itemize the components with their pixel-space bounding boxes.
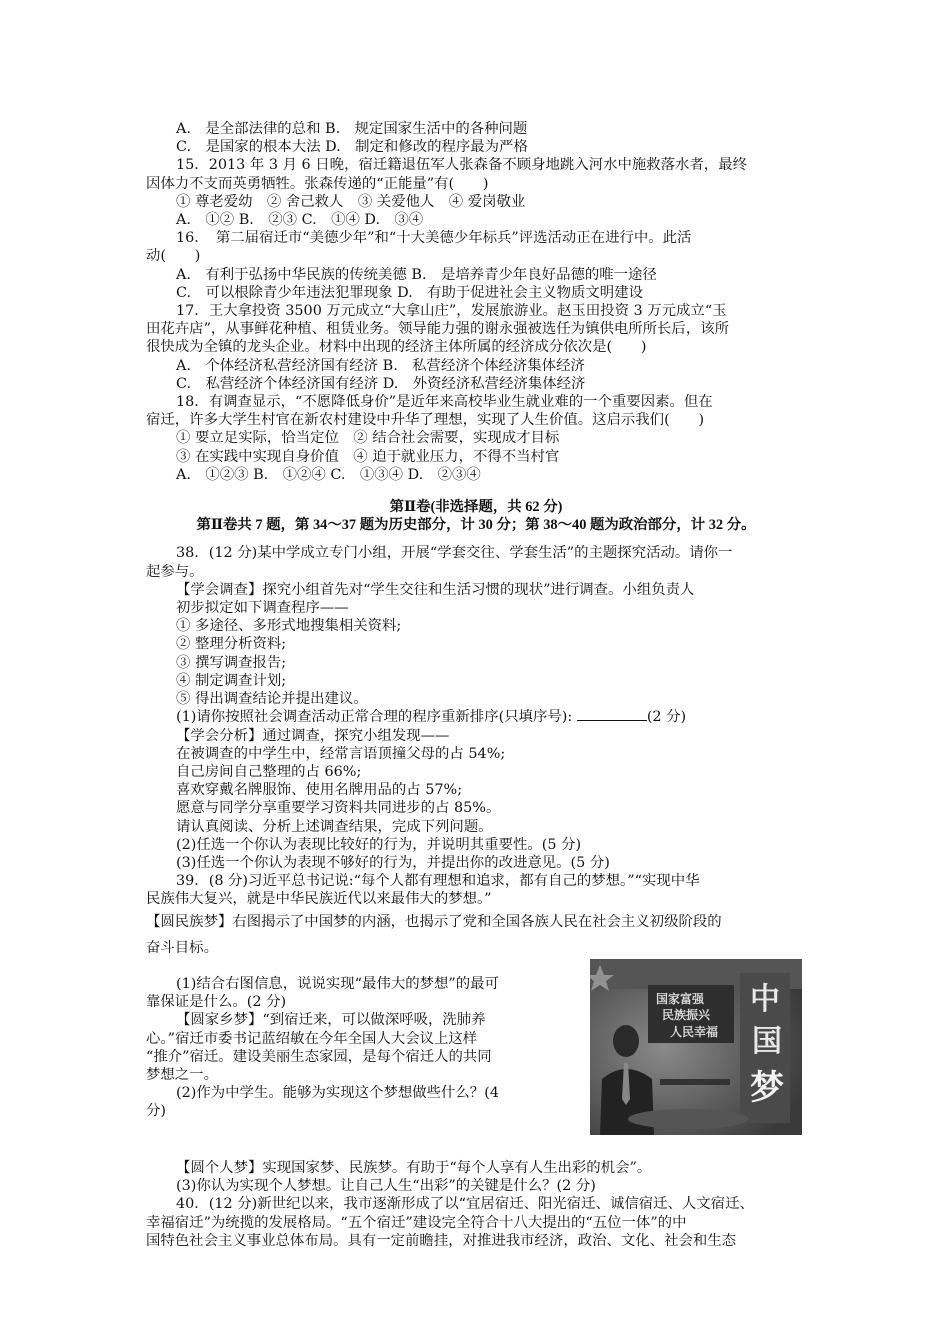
q38-sub1-score: (2 分) bbox=[646, 709, 687, 726]
q39-sub1-b: 靠保证是什么。(2 分) bbox=[146, 994, 287, 1011]
q38-step-1: ① 多途径、多形式地搜集相关资料; bbox=[176, 618, 402, 635]
q39-figure-text bbox=[146, 975, 582, 1121]
q38-sub1-line bbox=[146, 708, 806, 726]
q38-sub3: (3)任选一个你认为表现不够好的行为，并提出你的改进意见。(5 分) bbox=[176, 854, 610, 871]
q38-step-3: ③ 撰写调查报告; bbox=[176, 654, 287, 671]
q39-stem-2: 民族伟大复兴，就是中华民族近代以来最伟大的梦想。” bbox=[146, 891, 492, 908]
q18-abcd: A. ①②③ B. ①②④ C. ①③④ D. ②③④ bbox=[176, 466, 481, 483]
q16-stem-1: 16． 第二届宿迁市“美德少年”和“十大美德少年标兵”评选活动正在进行中。此活 bbox=[176, 230, 692, 247]
section-title: 第Ⅱ卷(非选择题，共 62 分) bbox=[389, 499, 563, 516]
china-dream-photo bbox=[590, 959, 802, 1135]
photo-char-3: 梦 bbox=[750, 1067, 784, 1108]
q40-stem-2: 幸福宿迁”为统揽的发展格局。“五个宿迁”建设完全符合十八大提出的“五位一体”的中 bbox=[146, 1214, 687, 1231]
q17-stem-1: 17．王大拿投资 3500 万元成立“大拿山庄”，发展旅游业。赵玉田投资 3 万元成立“玉 bbox=[176, 303, 727, 320]
photo-char-1: 中 bbox=[750, 981, 780, 1017]
q17-stem-2: 田花卉店”，从事鲜花种植、租赁业务。领导能力强的谢永强被选任为镇供电所所长后，该所 bbox=[146, 321, 729, 338]
q17-stem-3: 很快成为全镇的龙头企业。材料中出现的经济主体所属的经济成分依次是( ) bbox=[146, 339, 647, 356]
q40-stem-3: 国特色社会主义事业总体布局。具有一定前瞻挂，对推进我市经济，政治、文化、社会和生态 bbox=[146, 1232, 737, 1249]
q39-sub3: (3)你认为实现个人梦想。让自己人生“出彩”的关键是什么？(2 分) bbox=[176, 1178, 596, 1195]
q38-step-5: ⑤ 得出调查结论并提出建议。 bbox=[176, 691, 368, 708]
question-39-40 bbox=[146, 1159, 806, 1250]
questions-14-18 bbox=[146, 120, 806, 484]
q39-home-3: “推介”宿迁。建设美丽生态家园，是每个宿迁人的共同 bbox=[146, 1048, 492, 1065]
q40-stem-1: 40．(12 分)新世纪以来，我市逐渐形成了以“宜居宿迁、阳光宿迁、诚信宿迁、人文宿迁、 bbox=[176, 1196, 754, 1213]
q39-stem-1: 39．(8 分)习近平总书记说:“每个人都有理想和追求，都有自己的梦想。”“实现中华 bbox=[176, 873, 700, 890]
exam-page bbox=[146, 120, 806, 1250]
q38-survey-1: 【学会调查】探究小组首先对“学生交往和生活习惯的现状”进行调查。小组负责人 bbox=[176, 581, 695, 598]
photo-board-3: 人民幸福 bbox=[670, 1024, 719, 1039]
photo-graphic bbox=[590, 959, 802, 1135]
q18-stem-2: 宿迁，许多大学生村官在新农村建设中升华了理想，实现了人生价值。这启示我们( ) bbox=[146, 412, 705, 429]
q39-home-4: 梦想之一。 bbox=[146, 1066, 218, 1083]
q17-cd: C. 私营经济个体经济国有经济 D. 外资经济私营经济集体经济 bbox=[176, 375, 586, 392]
q15-abcd: A. ①② B. ②③ C. ①④ D. ③④ bbox=[176, 212, 424, 229]
q14-cd: C. 是国家的根本大法 D. 制定和修改的程序最为严格 bbox=[176, 139, 528, 156]
q15-stem-1: 15．2013 年 3 月 6 日晚，宿迁籍退伍军人张森备不顾身地跳入河水中施救落水者，最终 bbox=[176, 157, 748, 174]
q38-stem-2: 起参与。 bbox=[146, 563, 204, 580]
question-38-part1 bbox=[146, 544, 806, 708]
q18-opt-12: ① 要立足实际，恰当定位 ② 结合社会需要，实现成才目标 bbox=[176, 430, 560, 447]
q16-cd: C. 可以根除青少年违法犯罪现象 D. 有助于促进社会主义物质文明建设 bbox=[176, 284, 643, 301]
q18-opt-34: ③ 在实践中实现自身价值 ④ 迫于就业压力，不得不当村官 bbox=[176, 448, 560, 465]
q15-stem-2: 因体力不支而英勇牺牲。张森传递的“正能量”有( ) bbox=[146, 175, 489, 192]
q38-find-3: 喜欢穿戴名牌服饰、使用名牌用品的占 57%; bbox=[176, 782, 463, 799]
q38-read: 请认真阅读、分析上述调查结果，完成下列问题。 bbox=[176, 818, 493, 835]
spacer bbox=[146, 534, 806, 544]
q38-step-4: ④ 制定调查计划; bbox=[176, 672, 287, 689]
q39-home-2: 心。”宿迁市委书记蓝绍敏在今年全国人大会议上这样 bbox=[146, 1030, 478, 1047]
q38-sub2: (2)任选一个你认为表现比较好的行为，并说明其重要性。(5 分) bbox=[176, 836, 582, 853]
q39-nation-line1: 【圆民族梦】右图揭示了中国梦的内涵，也揭示了党和全国各族人民在社会主义初级阶段的 bbox=[146, 913, 722, 930]
spacer bbox=[146, 484, 806, 498]
q38-survey-2: 初步拟定如下调查程序—— bbox=[176, 600, 349, 617]
q39-nation-line2: 奋斗目标。 bbox=[146, 939, 218, 956]
question-38-part2 bbox=[146, 727, 806, 909]
q38-stem-1: 38．(12 分)某中学成立专门小组，开展“学套交往、学套生活”的主题探究活动。请你一 bbox=[176, 545, 733, 562]
q16-ab: A. 有利于弘扬中华民族的传统美德 B. 是培养青少年良好品德的唯一途径 bbox=[176, 266, 657, 283]
q16-stem-2: 动( ) bbox=[146, 248, 201, 265]
q14-ab: A. 是全部法律的总和 B. 规定国家生活中的各种问题 bbox=[176, 121, 528, 137]
q18-stem-1: 18．有调查显示，“不愿降低身价”是近年来高校毕业生就业难的一个重要因素。但在 bbox=[176, 394, 713, 411]
q39-personal: 【圆个人梦】实现国家梦、民族梦。有助于“每个人享有人生出彩的机会”。 bbox=[176, 1159, 652, 1176]
photo-board-2: 民族振兴 bbox=[662, 1007, 711, 1022]
q39-home-1: 【圆家乡梦】“到宿迁来，可以做深呼吸，洗肺养 bbox=[176, 1012, 486, 1029]
q39-sub2-a: (2)作为中学生。能够为实现这个梦想做些什么？(4 bbox=[176, 1085, 499, 1102]
section-subtitle: 第Ⅱ卷共 7 题，第 34～37 题为历史部分，计 30 分；第 38～40 题为政治部分，计 32 分。 bbox=[196, 517, 756, 534]
q38-step-2: ② 整理分析资料; bbox=[176, 636, 287, 653]
q38-find-2: 自己房间自己整理的占 66%; bbox=[176, 763, 362, 780]
q38-analysis: 【学会分析】通过调查，探究小组发现—— bbox=[176, 727, 450, 744]
q38-find-4: 愿意与同学分享重要学习资料共同进步的占 85%。 bbox=[176, 800, 501, 817]
q17-ab: A. 个体经济私营经济国有经济 B. 私营经济个体经济集体经济 bbox=[176, 357, 585, 374]
q15-opts: ① 尊老爱幼 ② 舍己救人 ③ 关爱他人 ④ 爱岗敬业 bbox=[176, 193, 526, 210]
photo-board-1: 国家富强 bbox=[656, 991, 705, 1006]
q39-sub1-a: (1)结合右图信息，说说实现“最伟大的梦想”的最可 bbox=[176, 975, 499, 992]
answer-blank[interactable] bbox=[577, 708, 647, 721]
photo-char-2: 国 bbox=[752, 1023, 782, 1059]
q39-figure-section bbox=[146, 975, 806, 1151]
q38-sub1-text: (1)请你按照社会调查活动正常合理的程序重新排序(只填序号): bbox=[176, 709, 577, 726]
q38-find-1: 在被调查的中学生中，经常言语顶撞父母的占 54%; bbox=[176, 745, 506, 762]
q39-sub2-b: 分) bbox=[146, 1103, 167, 1120]
